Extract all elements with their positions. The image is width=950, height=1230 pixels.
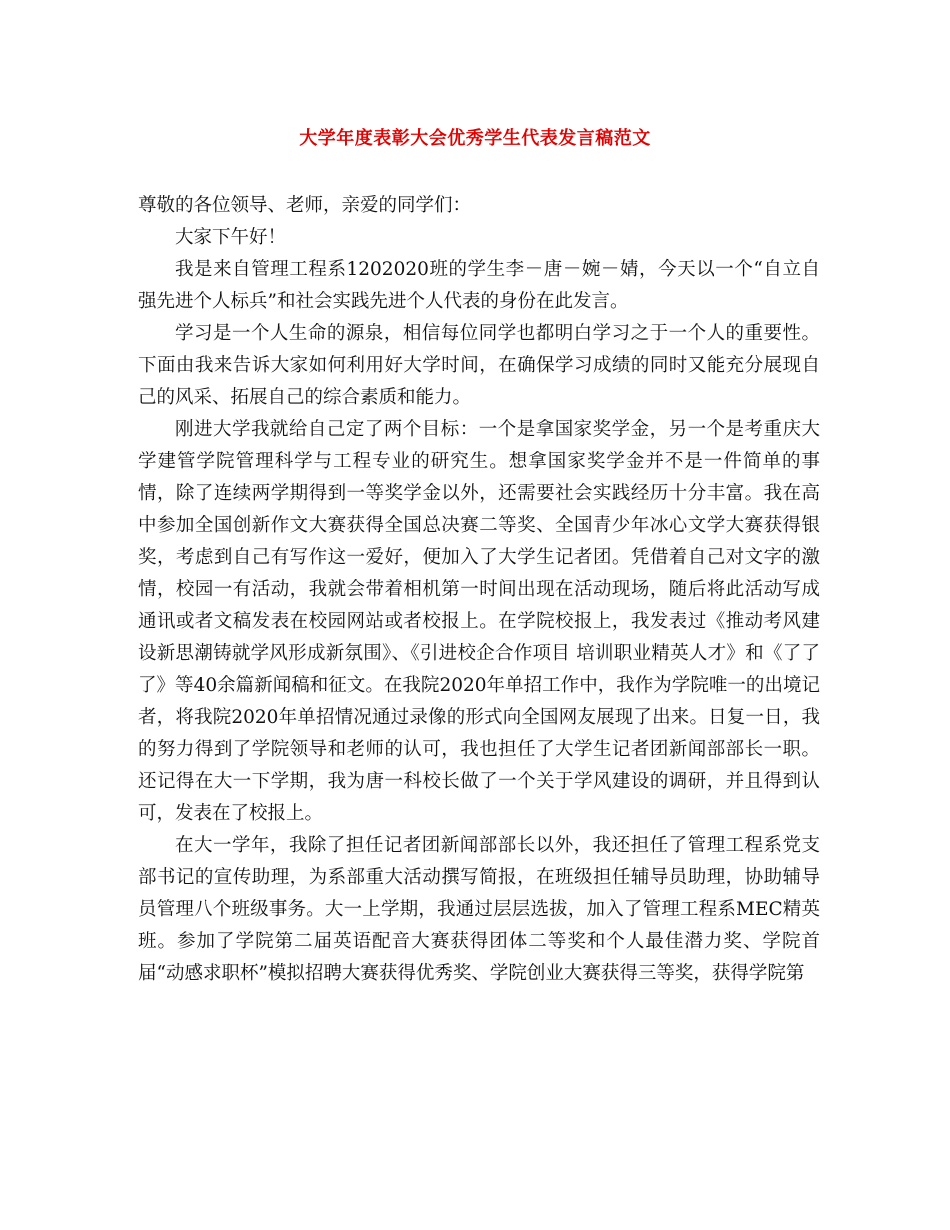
paragraph: 刚进大学我就给自己定了两个目标：一个是拿国家奖学金，另一个是考重庆大学建管学院管理科学与工程专业的研究生。想拿国家奖学金并不是一件简单的事情，除了连续两学期得到一等奖学金以外，还需要社会实践经历十分丰富。我在高中参加全国创新作文大赛获得全国总决赛二等奖、全国青少年冰心文学大赛获得银奖，考虑到自己有写作这一爱好，便加入了大学生记者团。凭借着自己对文字的激情，校园一有活动，我就会带着相机第一时间出现在活动现场，随后将此活动写成通讯或者文稿发表在校园网站或者校报上。在学院校报上，我发表过《推动考风建设新思潮铸就学风形成新氛围》、《引进校企合作项目 培训职业精英人才》和《了了了》等40余篇新闻稿和征文。在我院2020年单招工作中，我作为学院唯一的出境记者，将我院2020年单招情况通过录像的形式向全国网友展现了出来。日复一日，我的努力得到了学院领导和老师的认可，我也担任了大学生记者团新闻部部长一职。还记得在大一下学期，我为唐一科校长做了一个关于学风建设的调研，并且得到认可，发表在了校报上。 <box>138 419 820 824</box>
paragraph: 学习是一个人生命的源泉，相信每位同学也都明白学习之于一个人的重要性。下面由我来告诉大家如何利用好大学时间，在确保学习成绩的同时又能充分展现自己的风采、拓展自己的综合素质和能力。 <box>138 323 820 408</box>
paragraph: 我是来自管理工程系1202020班的学生李－唐－婉－婧，今天以一个“自立自强先进个人标兵”和社会实践先进个人代表的身份在此发言。 <box>138 259 820 312</box>
document-title: 大学年度表彰大会优秀学生代表发言稿范文 <box>299 128 651 149</box>
paragraph: 在大一学年，我除了担任记者团新闻部部长以外，我还担任了管理工程系党支部书记的宣传助理，为系部重大活动撰写简报，在班级担任辅导员助理，协助辅导员管理八个班级事务。大一上学期，我通过层层选拔，加入了管理工程系MEC精英班。参加了学院第二届英语配音大赛获得团体二等奖和个人最佳潜力奖、学院首届“动感求职杯”模拟招聘大赛获得优秀奖、学院创业大赛获得三等奖，获得学院第 <box>138 835 820 984</box>
paragraph: 大家下午好！ <box>175 227 287 248</box>
document-body <box>138 190 820 990</box>
salutation: 尊敬的各位领导、老师，亲爱的同学们： <box>138 195 472 216</box>
